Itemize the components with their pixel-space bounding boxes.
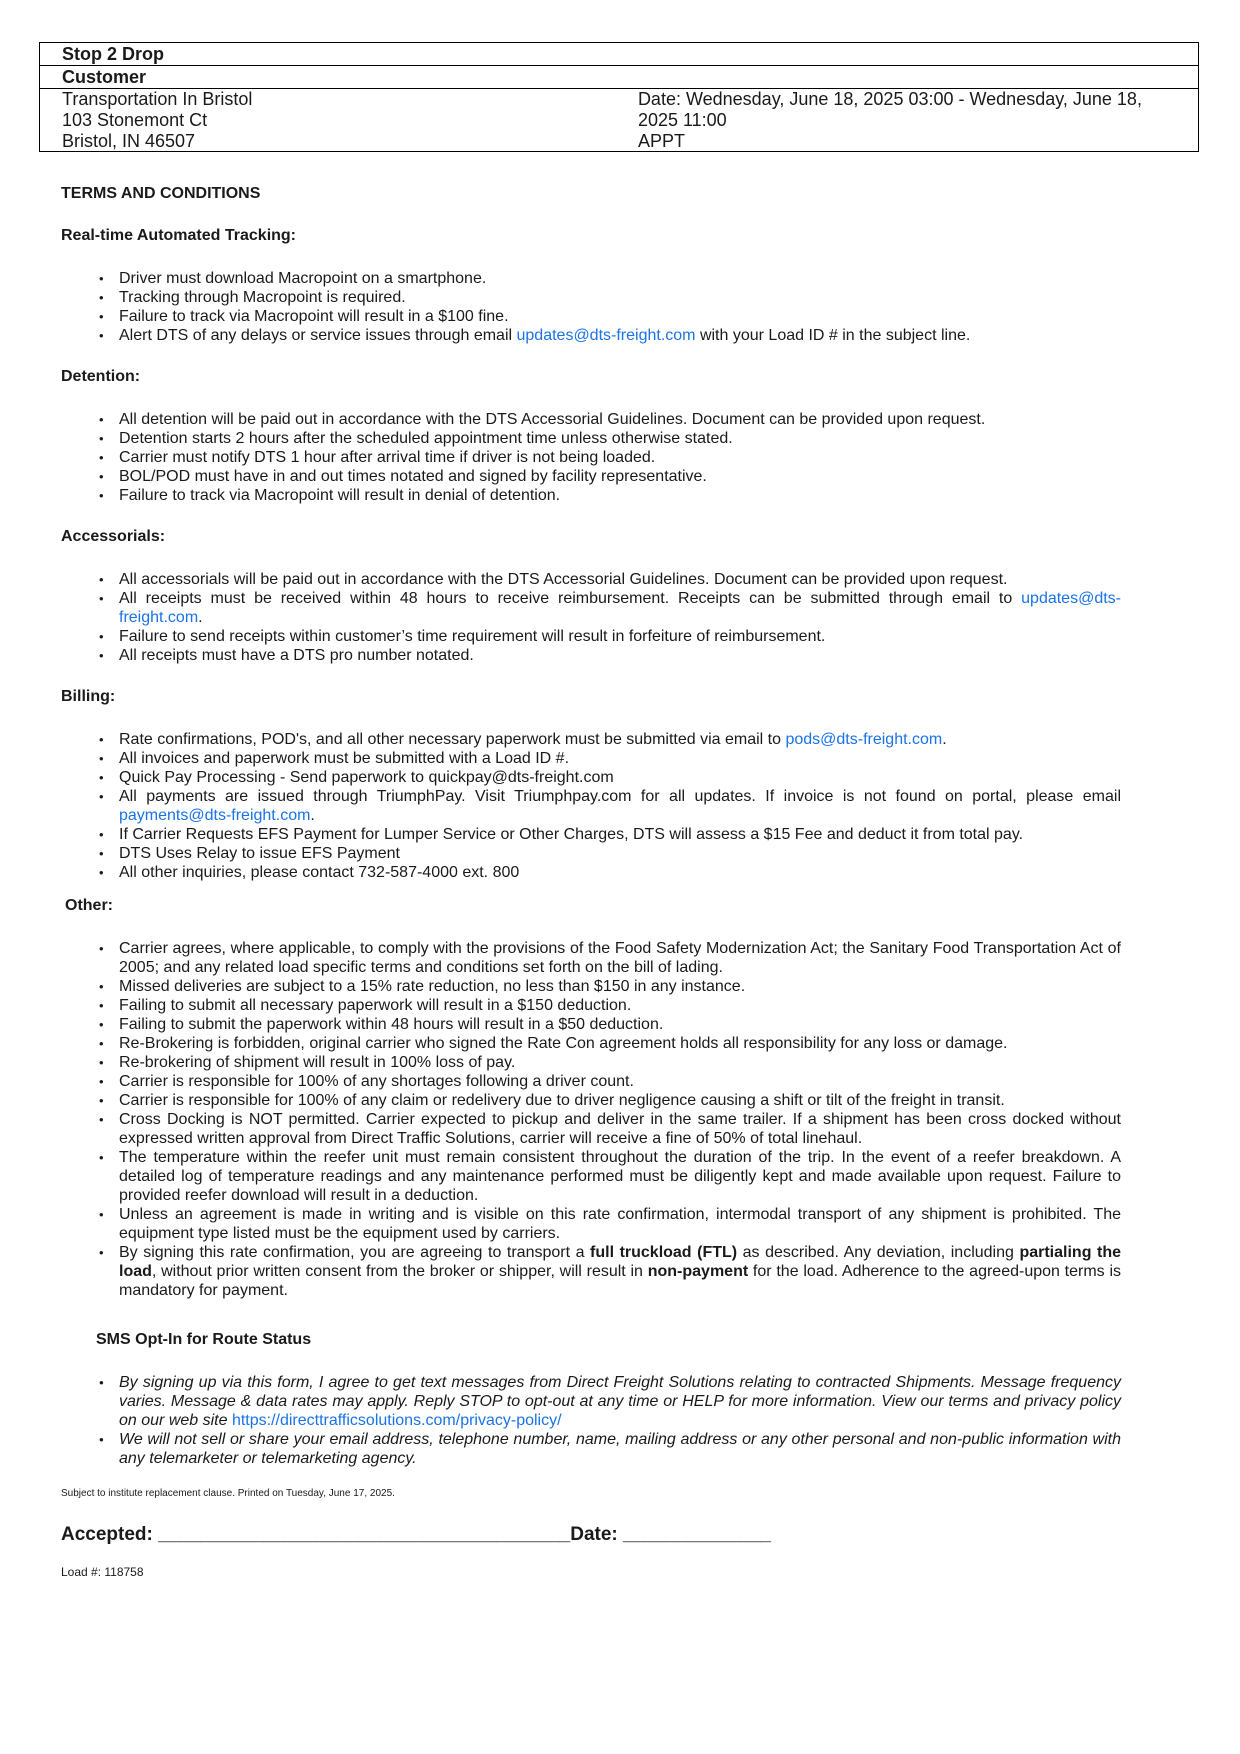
list-item: • BOL/POD must have in and out times notated and signed by facility representative. — [61, 467, 1121, 486]
ftl-bold-1: full truckload (FTL) — [590, 1244, 738, 1261]
stop-details — [40, 89, 1198, 151]
list-item: • Carrier must notify DTS 1 hour after arrival time if driver is not being loaded. — [61, 448, 1121, 467]
list-item: • DTS Uses Relay to issue EFS Payment — [61, 844, 1121, 863]
list-item: • Unless an agreement is made in writing and is visible on this rate confirmation, intermodal transport of any shipment is prohibited. The equipment type listed must be the equipment used by carriers. — [61, 1205, 1121, 1243]
detention-list — [61, 410, 1121, 505]
pods-text-post: . — [942, 731, 947, 748]
sms-list — [61, 1373, 1121, 1468]
payments-text-pre: All payments are issued through TriumphPay. Visit Triumphpay.com for all updates. If invoice is not found on portal, please email — [119, 788, 1121, 805]
billing-list — [61, 730, 1121, 882]
list-item: • All invoices and paperwork must be submitted with a Load ID #. — [61, 749, 1121, 768]
list-item: • All receipts must have a DTS pro number notated. — [61, 646, 1121, 665]
print-footnote: Subject to institute replacement clause. Printed on Tuesday, June 17, 2025. — [61, 1488, 395, 1499]
acceptance-signature-line: Accepted: _______________________________________Date: ______________ — [61, 1524, 771, 1545]
list-item — [61, 1243, 1121, 1300]
list-item: • Failure to track via Macropoint will result in denial of detention. — [61, 486, 1121, 505]
updates-email-link[interactable]: updates@dts-freight.com — [516, 327, 696, 344]
list-item: • Re-brokering of shipment will result in 100% loss of pay. — [61, 1053, 1121, 1072]
list-item: • Failing to submit all necessary paperwork will result in a $150 deduction. — [61, 996, 1121, 1015]
list-item: • Detention starts 2 hours after the scheduled appointment time unless otherwise stated. — [61, 429, 1121, 448]
pods-email-link[interactable]: pods@dts-freight.com — [785, 731, 943, 748]
detention-section-title: Detention: — [61, 368, 141, 385]
alert-text-pre: Alert DTS of any delays or service issues through email — [119, 327, 517, 344]
receipts-text-post: . — [198, 609, 203, 626]
ftl-bold-2: partialing the load — [119, 1244, 1122, 1280]
customer-address — [62, 89, 638, 151]
list-item: • Failure to track via Macropoint will result in a $100 fine. — [61, 307, 1121, 326]
list-item — [61, 1373, 1121, 1430]
receipts-email-link[interactable]: updates@dts-freight.com — [119, 590, 1121, 626]
payments-email-link[interactable]: payments@dts-freight.com — [119, 807, 311, 824]
appointment-type: APPT — [637, 131, 685, 151]
billing-section-title: Billing: — [61, 688, 116, 705]
customer-label: Customer — [40, 66, 1198, 89]
list-item: • We will not sell or share your email address, telephone number, name, mailing address or any other personal and non-public information with any telemarketer or telemarketing agency. — [61, 1430, 1121, 1468]
list-item: • Cross Docking is NOT permitted. Carrier expected to pickup and deliver in the same trailer. If a shipment has been cross docked without expressed written approval from Direct Traffic Solutions, carrier will receive a fine of 50% of total linehaul. — [61, 1110, 1121, 1148]
tracking-section-title: Real-time Automated Tracking: — [61, 227, 297, 244]
list-item: • Carrier is responsible for 100% of any shortages following a driver count. — [61, 1072, 1121, 1091]
sms-section-title: SMS Opt-In for Route Status — [96, 1331, 312, 1348]
stop-table — [39, 42, 1199, 152]
ftl-text-4: for the load. Adherence to the agreed-upon terms is mandatory for payment. — [119, 1263, 1121, 1299]
sms-text-pre: By signing up via this form, I agree to get text messages from Direct Freight Solutions relating to contracted Shipments. Message frequency varies. Message & data rates may apply. Reply STOP to opt-out at any time or HELP for more information. View our terms and privacy policy on our web site — [119, 1374, 1121, 1429]
payments-text-post: . — [310, 807, 315, 824]
list-item: • Driver must download Macropoint on a smartphone. — [61, 269, 1121, 288]
list-item: • If Carrier Requests EFS Payment for Lumper Service or Other Charges, DTS will assess a $15 Fee and deduct it from total pay. — [61, 825, 1121, 844]
list-item: • Failure to send receipts within customer’s time requirement will result in forfeiture of reimbursement. — [61, 627, 1121, 646]
customer-city: Bristol, IN 46507 — [62, 131, 196, 151]
list-item: • All accessorials will be paid out in accordance with the DTS Accessorial Guidelines. Document can be provided upon request. — [61, 570, 1121, 589]
ftl-text-2: as described. Any deviation, including — [737, 1244, 1020, 1261]
stop-date-line2: 2025 11:00 — [637, 110, 727, 130]
stop-date-block — [638, 89, 1176, 151]
list-item: • The temperature within the reefer unit must remain consistent throughout the duration of the trip. In the event of a reefer breakdown. A detailed log of temperature readings and any maintenance performed must be diligently kept and made available upon request. Failure to provided reefer download will result in a deduction. — [61, 1148, 1121, 1205]
list-item — [61, 730, 1121, 749]
list-item: • Carrier agrees, where applicable, to comply with the provisions of the Food Safety Modernization Act; the Sanitary Food Transportation Act of 2005; and any related load specific terms and conditions set forth on the bill of lading. — [61, 939, 1121, 977]
list-item: • Quick Pay Processing - Send paperwork to quickpay@dts-freight.com — [61, 768, 1121, 787]
list-item — [61, 326, 1121, 345]
ftl-text-1: By signing this rate confirmation, you are agreeing to transport a — [119, 1244, 591, 1261]
list-item: • Failing to submit the paperwork within 48 hours will result in a $50 deduction. — [61, 1015, 1121, 1034]
load-number: Load #: 118758 — [61, 1565, 144, 1579]
list-item: • All detention will be paid out in accordance with the DTS Accessorial Guidelines. Document can be provided upon request. — [61, 410, 1121, 429]
accessorials-list — [61, 570, 1121, 665]
accessorials-section-title: Accessorials: — [61, 528, 166, 545]
alert-text-post: with your Load ID # in the subject line. — [695, 327, 971, 344]
customer-name: Transportation In Bristol — [62, 89, 253, 109]
list-item: • Carrier is responsible for 100% of any claim or redelivery due to driver negligence causing a shift or tilt of the freight in transit. — [61, 1091, 1121, 1110]
terms-heading: TERMS AND CONDITIONS — [61, 185, 261, 202]
list-item: • Tracking through Macropoint is required. — [61, 288, 1121, 307]
privacy-policy-link[interactable]: https://directtrafficsolutions.com/privacy-policy/ — [231, 1412, 562, 1429]
customer-street: 103 Stonemont Ct — [62, 110, 208, 130]
ftl-bold-3: non-payment — [647, 1263, 749, 1280]
pods-text-pre: Rate confirmations, POD's, and all other necessary paperwork must be submitted via email to — [119, 731, 786, 748]
receipts-text-pre: All receipts must be received within 48 hours to receive reimbursement. Receipts can be submitted through email to — [119, 590, 1022, 607]
list-item: • Re-Brokering is forbidden, original carrier who signed the Rate Con agreement holds all responsibility for any loss or damage. — [61, 1034, 1121, 1053]
other-list — [61, 939, 1121, 1300]
list-item — [61, 589, 1121, 627]
list-item: • Missed deliveries are subject to a 15% rate reduction, no less than $150 in any instance. — [61, 977, 1121, 996]
list-item — [61, 787, 1121, 825]
ftl-text-3: , without prior written consent from the broker or shipper, will result in — [151, 1263, 648, 1280]
other-section-title: Other: — [65, 897, 113, 914]
stop-title: Stop 2 Drop — [40, 43, 1198, 66]
stop-date-line1: Date: Wednesday, June 18, 2025 03:00 - Wednesday, June 18, — [637, 89, 1142, 109]
tracking-list — [61, 269, 1121, 345]
list-item: • All other inquiries, please contact 732-587-4000 ext. 800 — [61, 863, 1121, 882]
